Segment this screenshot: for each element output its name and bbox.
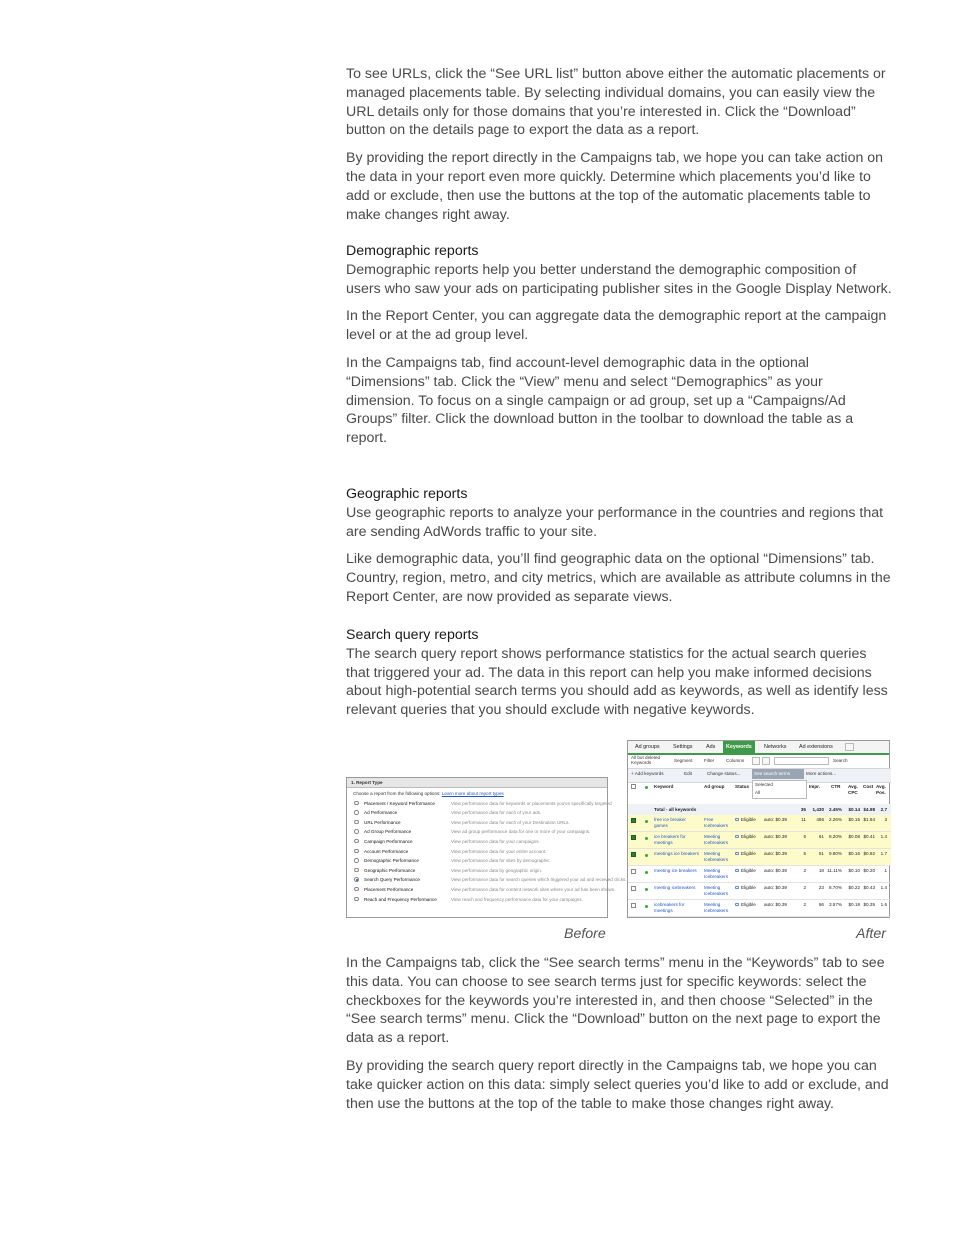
search-query-continued bbox=[346, 954, 892, 1113]
radio-button[interactable] bbox=[354, 820, 359, 825]
after-screenshot bbox=[627, 740, 890, 918]
report-type-description: View performance data for each of your ads. bbox=[451, 810, 542, 816]
total-cost: $4.98 bbox=[863, 807, 875, 812]
keyword-cell[interactable]: free ice breaker games bbox=[654, 817, 686, 828]
edit-menu[interactable]: Edit bbox=[684, 771, 692, 776]
report-type-description: View performance data for content network sites where your ad has been shown. bbox=[451, 886, 616, 892]
report-type-name: Geographic Performance bbox=[364, 867, 416, 873]
bid-cell[interactable]: auto: $0.39 bbox=[764, 851, 787, 856]
avg-pos-cell: 1.7 bbox=[880, 851, 887, 856]
paragraph-demographic-2: In the Report Center, you can aggregate data the demographic report at the campaign level or at the ad group level. bbox=[346, 308, 887, 344]
grid-header bbox=[628, 782, 891, 805]
ctr-cell: 8.20% bbox=[828, 834, 842, 839]
tab-ad-extensions[interactable]: Ad extensions bbox=[799, 744, 833, 750]
status-cell: Eligible bbox=[741, 851, 756, 856]
table-row bbox=[628, 832, 891, 849]
ctr-cell: 11.11% bbox=[827, 868, 842, 873]
report-type-option[interactable] bbox=[347, 827, 607, 837]
status-dot-icon bbox=[645, 871, 648, 874]
ad-group-cell[interactable]: Meeting Icebreakers bbox=[704, 868, 729, 879]
report-type-description: View performance data for sites by demographic. bbox=[451, 858, 551, 864]
col-status[interactable]: Status bbox=[735, 784, 750, 789]
ad-group-cell[interactable]: Meeting Icebreakers bbox=[704, 902, 729, 913]
avg-cpc-cell: $0.15 bbox=[848, 817, 860, 822]
radio-button[interactable] bbox=[354, 839, 359, 844]
report-type-description: View performance data for your entire account. bbox=[451, 848, 547, 854]
total-label: Total - all keywords bbox=[654, 807, 697, 812]
ad-group-cell[interactable]: Free Icebreakers bbox=[704, 817, 729, 828]
paragraph-demographic-1: Demographic reports help you better understand the demographic composition of users who saw your ads on participating publisher sites in the Google Display Network. bbox=[346, 261, 892, 297]
report-type-option[interactable] bbox=[347, 856, 607, 866]
report-type-description: View performance data for search queries which triggered your ad and received clicks. bbox=[451, 877, 627, 883]
report-type-option[interactable] bbox=[347, 808, 607, 818]
download-button[interactable] bbox=[762, 757, 770, 765]
ad-group-cell[interactable]: Meeting Icebreakers bbox=[704, 885, 729, 896]
row-checkbox[interactable] bbox=[631, 835, 636, 840]
bid-cell[interactable]: auto: $0.39 bbox=[764, 868, 787, 873]
status-dot-icon bbox=[645, 837, 648, 840]
clicks-cell: 2 bbox=[803, 885, 806, 890]
row-checkbox[interactable] bbox=[631, 818, 636, 823]
report-type-description: View performance data by geographic origin. bbox=[451, 867, 543, 873]
keyword-cell[interactable]: ice breakers for meetings bbox=[654, 834, 686, 845]
search-input[interactable] bbox=[774, 757, 829, 765]
geographic-section bbox=[346, 485, 892, 607]
search-button[interactable]: Search bbox=[833, 758, 848, 763]
impr-cell: 56 bbox=[818, 902, 824, 907]
report-type-name: Demographic Performance bbox=[364, 858, 419, 864]
paragraph-geographic-2: Like demographic data, you’ll find geographic data on the optional “Dimensions” tab. Country, region, metro, and city metrics, which are available as attribute columns in the Report Center, are now provided as separate views. bbox=[346, 551, 891, 605]
speech-bubble-icon[interactable] bbox=[735, 818, 739, 821]
col-avg-cpc[interactable]: Avg. CPC bbox=[848, 784, 858, 795]
cost-cell: $0.82 bbox=[863, 851, 875, 856]
total-avg-pos: 2.7 bbox=[880, 807, 887, 812]
speech-bubble-icon[interactable] bbox=[735, 886, 739, 889]
tab-networks[interactable]: Networks bbox=[764, 744, 787, 750]
avg-cpc-cell: $0.08 bbox=[848, 834, 860, 839]
table-row bbox=[628, 900, 891, 917]
report-type-description: View performance data for each of your Destination URLs. bbox=[451, 819, 570, 825]
keyword-cell[interactable]: meetings ice breakers bbox=[654, 851, 699, 856]
row-checkbox[interactable] bbox=[631, 869, 636, 874]
menu-option-all[interactable]: All bbox=[755, 790, 761, 795]
col-ctr[interactable]: CTR bbox=[831, 784, 841, 789]
total-ctr: 2.45% bbox=[828, 807, 842, 812]
radio-button[interactable] bbox=[354, 829, 359, 834]
clicks-cell: 2 bbox=[803, 902, 806, 907]
report-type-option[interactable] bbox=[347, 818, 607, 828]
paragraph-search-query-1: The search query report shows performance statistics for the actual search queries that triggered your ad. The data in this report can help you make informed decisions about high-potential search terms you should add as keywords, as well as identify less relevant queries that you should exclude with negative keywords. bbox=[346, 645, 888, 719]
avg-cpc-cell: $0.18 bbox=[848, 902, 860, 907]
ctr-cell: 8.70% bbox=[828, 885, 842, 890]
avg-cpc-cell: $0.10 bbox=[848, 868, 860, 873]
demographic-section bbox=[346, 242, 892, 448]
tabs-more-button[interactable] bbox=[845, 743, 854, 751]
radio-button[interactable] bbox=[354, 877, 359, 882]
total-avg-cpc: $0.14 bbox=[848, 807, 860, 812]
status-cell: Eligible bbox=[741, 902, 756, 907]
change-status-menu[interactable]: Change status... bbox=[707, 771, 741, 776]
keyword-cell[interactable]: meeting icebreakers bbox=[654, 885, 696, 890]
segment-menu[interactable]: Segment bbox=[674, 758, 693, 763]
paragraph-url-list: To see URLs, click the “See URL list” button above either the automatic placements or managed placements table. By selecting individual domains, you can easily view the URL details only for those domains that you’re interested in. Click the “Download” button on the details page to export the data as a report. bbox=[346, 66, 886, 139]
avg-pos-cell: 3 bbox=[884, 817, 887, 822]
report-type-name: Campaign Performance bbox=[364, 838, 413, 844]
avg-cpc-cell: $0.16 bbox=[848, 851, 860, 856]
status-dot-icon bbox=[645, 888, 648, 891]
heading-geographic: Geographic reports bbox=[346, 486, 468, 502]
col-avg-pos[interactable]: Avg. Pos. bbox=[876, 784, 886, 795]
report-type-name: URL Performance bbox=[364, 819, 401, 825]
caption-before: Before bbox=[564, 926, 606, 942]
paragraph-search-query-3: By providing the search query report directly in the Campaigns tab, we hope you can take quicker action on this data: simply select queries you’d like to add or exclude, and then use the buttons at the top of the table to make those changes right away. bbox=[346, 1057, 889, 1112]
report-type-description: View performance data for your campaigns. bbox=[451, 838, 540, 844]
paragraph-search-query-2: In the Campaigns tab, click the “See search terms” menu in the “Keywords” tab to see this data. You can choose to see search terms just for specific keywords: select the checkboxes for the keywords you’re interested in, and then choose “Selected” in the “See search terms” menu. Click the “Download” button on the next page to export the data as a report. bbox=[346, 955, 885, 1047]
table-row bbox=[628, 849, 891, 866]
total-impr: 1,430 bbox=[812, 807, 824, 812]
status-cell: Eligible bbox=[741, 885, 756, 890]
avg-cpc-cell: $0.22 bbox=[848, 885, 860, 890]
bid-cell[interactable]: auto: $0.39 bbox=[764, 885, 787, 890]
row-checkbox[interactable] bbox=[631, 903, 636, 908]
bid-cell[interactable]: auto: $0.39 bbox=[764, 817, 787, 822]
report-type-name: Placement Performance bbox=[364, 886, 414, 892]
search-query-section bbox=[346, 626, 892, 720]
report-type-name: Account Performance bbox=[364, 848, 409, 854]
speech-bubble-icon[interactable] bbox=[735, 852, 739, 855]
report-type-option[interactable] bbox=[347, 895, 607, 905]
clicks-cell: 11 bbox=[801, 817, 806, 822]
cost-cell: $0.43 bbox=[863, 885, 875, 890]
avg-pos-cell: 1.6 bbox=[880, 902, 887, 907]
col-keyword[interactable]: Keyword bbox=[654, 784, 674, 789]
cost-cell: $1.64 bbox=[863, 817, 875, 822]
impr-cell: 51 bbox=[818, 851, 824, 856]
report-type-description: View ad group performance data for one or more of your campaigns. bbox=[451, 829, 591, 835]
tab-settings[interactable]: Settings bbox=[673, 744, 693, 750]
more-actions-menu[interactable]: More actions... bbox=[806, 771, 837, 776]
speech-bubble-icon[interactable] bbox=[735, 869, 739, 872]
cost-cell: $0.41 bbox=[863, 834, 875, 839]
paragraph-geographic-1: Use geographic reports to analyze your performance in the countries and regions that are sending AdWords traffic to your site. bbox=[346, 504, 884, 540]
col-ad-group[interactable]: Ad group bbox=[704, 784, 725, 789]
report-type-name: Reach and Frequency Performance bbox=[364, 896, 437, 902]
speech-bubble-icon[interactable] bbox=[735, 835, 739, 838]
status-dot-icon bbox=[645, 820, 648, 823]
report-type-name: Ad Group Performance bbox=[364, 829, 412, 835]
status-cell: Eligible bbox=[741, 868, 756, 873]
speech-bubble-icon[interactable] bbox=[735, 903, 739, 906]
menu-option-selected[interactable]: Selected bbox=[755, 782, 773, 787]
report-type-list bbox=[347, 799, 627, 905]
col-impr[interactable]: Impr. bbox=[809, 784, 820, 789]
radio-button[interactable] bbox=[354, 858, 359, 863]
columns-menu[interactable]: Columns bbox=[726, 758, 745, 763]
status-cell: Eligible bbox=[741, 834, 756, 839]
avg-pos-cell: 1.4 bbox=[880, 834, 887, 839]
status-dot-icon bbox=[645, 854, 648, 857]
tab-ad-groups[interactable]: Ad groups bbox=[635, 744, 660, 750]
before-screenshot bbox=[346, 777, 627, 918]
cost-cell: $0.20 bbox=[863, 868, 875, 873]
keyword-cell[interactable]: meeting ice breakers bbox=[654, 868, 697, 873]
avg-pos-cell: 1 bbox=[884, 868, 887, 873]
caption-after: After bbox=[856, 926, 886, 942]
ad-group-cell[interactable]: Meeting Icebreakers bbox=[704, 834, 729, 845]
total-clicks: 35 bbox=[800, 807, 806, 812]
learn-more-link[interactable]: Learn more about report types bbox=[441, 791, 504, 796]
status-dot-icon bbox=[645, 786, 648, 789]
select-all-checkbox[interactable] bbox=[631, 784, 636, 789]
radio-button[interactable] bbox=[354, 801, 359, 806]
report-type-instruction: Choose a report from the following options: Learn more about report types bbox=[353, 791, 504, 796]
clicks-cell: 2 bbox=[803, 868, 806, 873]
report-type-option[interactable] bbox=[347, 837, 607, 847]
impr-cell: 61 bbox=[818, 834, 824, 839]
filter-menu[interactable]: Filter bbox=[704, 758, 715, 763]
table-row bbox=[628, 866, 891, 883]
report-type-option[interactable] bbox=[347, 875, 627, 885]
status-dot-icon bbox=[645, 905, 648, 908]
heading-demographic: Demographic reports bbox=[346, 243, 479, 259]
see-search-terms-menu[interactable]: See search terms bbox=[752, 769, 804, 779]
report-type-option[interactable] bbox=[347, 866, 607, 876]
report-type-description: View reach and frequency performance data for your campaigns. bbox=[451, 896, 583, 902]
clicks-cell: 5 bbox=[803, 851, 806, 856]
ctr-cell: 2.26% bbox=[828, 817, 842, 822]
paragraph-demographic-3: In the Campaigns tab, find account-level demographic data in the optional “Dimensions” tab. Click the “View” menu and select “Demographics” as your dimension. To focus on a single campaign or ad group, set up a “Campaigns/Ad Groups” filter. Click the download button in the toolbar to download the table as a report. bbox=[346, 354, 854, 447]
clicks-cell: 5 bbox=[803, 834, 806, 839]
radio-button[interactable] bbox=[354, 887, 359, 892]
bid-cell[interactable]: auto: $0.39 bbox=[764, 902, 787, 907]
add-keywords-button[interactable]: + Add keywords bbox=[631, 771, 664, 776]
radio-button[interactable] bbox=[354, 897, 359, 902]
radio-button[interactable] bbox=[354, 868, 359, 873]
row-checkbox[interactable] bbox=[631, 886, 636, 891]
report-type-name: Placement / Keyword Performance bbox=[364, 800, 435, 806]
report-type-name: Search Query Performance bbox=[364, 877, 420, 883]
cost-cell: $0.35 bbox=[863, 902, 875, 907]
avg-pos-cell: 1.4 bbox=[880, 885, 887, 890]
ctr-cell: 3.57% bbox=[828, 902, 842, 907]
bid-cell[interactable]: auto: $0.39 bbox=[764, 834, 787, 839]
impr-cell: 486 bbox=[816, 817, 824, 822]
heading-search-query: Search query reports bbox=[346, 627, 479, 643]
ctr-cell: 9.80% bbox=[828, 851, 842, 856]
report-type-option[interactable] bbox=[347, 847, 607, 857]
impr-cell: 23 bbox=[818, 885, 824, 890]
table-row bbox=[628, 883, 891, 900]
radio-button[interactable] bbox=[354, 810, 359, 815]
report-type-description: View performance data for keywords or placements you've specifically targeted bbox=[451, 800, 612, 806]
impr-cell: 18 bbox=[818, 868, 824, 873]
ad-group-cell[interactable]: Meeting Icebreakers bbox=[704, 851, 729, 862]
row-checkbox[interactable] bbox=[631, 852, 636, 857]
report-type-option[interactable] bbox=[347, 885, 616, 895]
report-type-name: Ad Performance bbox=[364, 810, 398, 816]
intro-block bbox=[346, 65, 892, 224]
keyword-filter-select[interactable]: All but deleted Keywords bbox=[631, 755, 661, 765]
report-type-option[interactable] bbox=[347, 799, 612, 809]
col-cost[interactable]: Cost bbox=[863, 784, 874, 789]
table-row bbox=[628, 815, 891, 832]
radio-button[interactable] bbox=[354, 849, 359, 854]
tab-ads[interactable]: Ads bbox=[706, 744, 716, 750]
keyword-cell[interactable]: icebreakers for meetings bbox=[654, 902, 685, 913]
campaign-tabs bbox=[628, 741, 889, 755]
report-type-title: 1. Report Type bbox=[347, 778, 607, 788]
paragraph-campaigns-tab: By providing the report directly in the Campaigns tab, we hope you can take action on the data in your report even more quickly. Determine which placements you’d like to add or exclude, then use the buttons at the top of the automatic placements table to make changes right away. bbox=[346, 150, 884, 223]
status-cell: Eligible bbox=[741, 817, 756, 822]
graph-toggle[interactable] bbox=[752, 757, 760, 765]
tab-keywords[interactable]: Keywords bbox=[723, 741, 755, 753]
